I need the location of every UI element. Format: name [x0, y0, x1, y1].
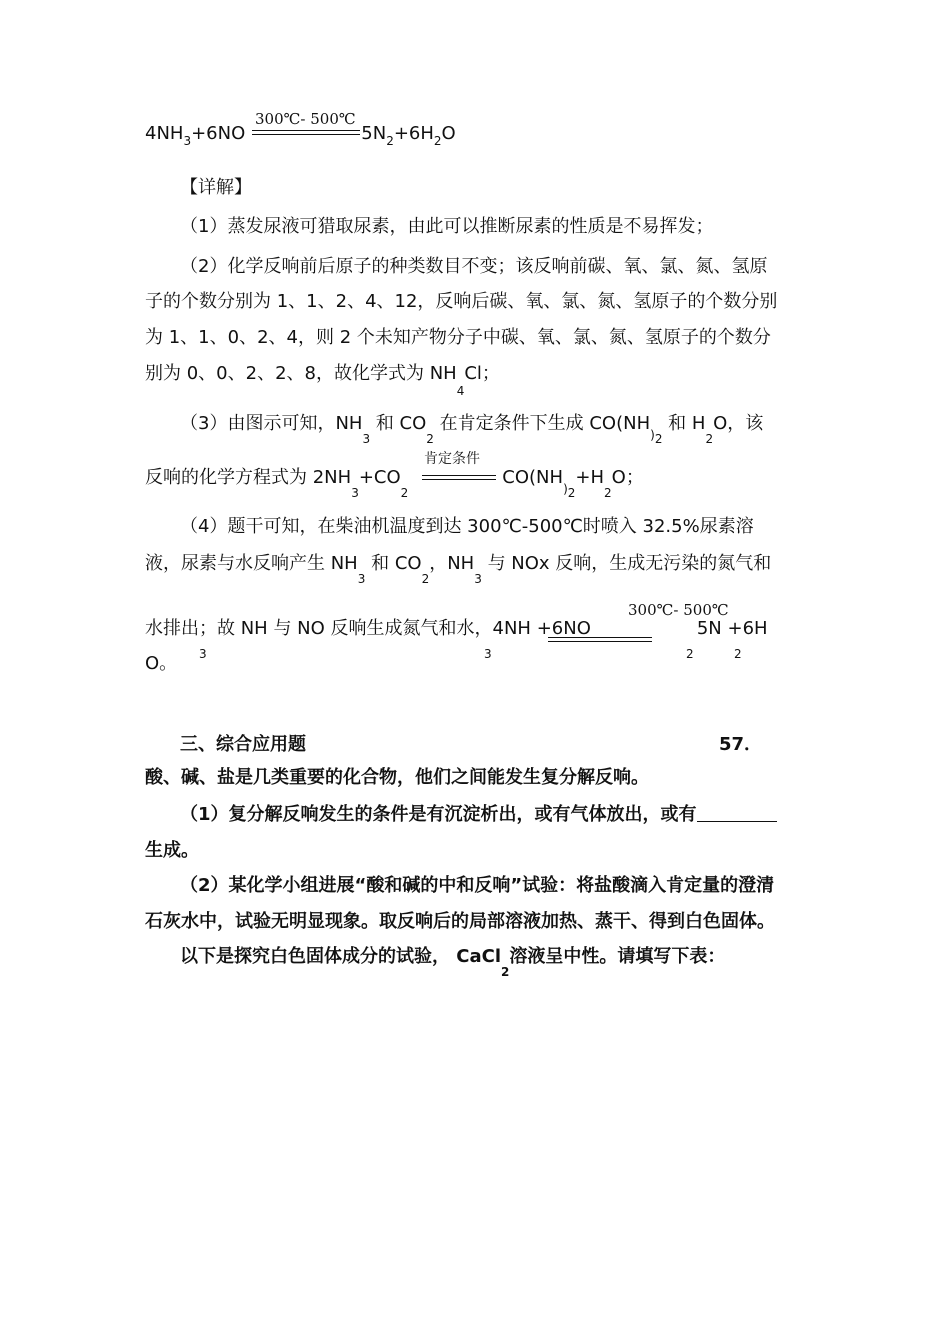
answer-blank[interactable] [697, 803, 777, 822]
subscript-3b: 3 [484, 647, 492, 661]
question-2-line-2: 石灰水中，试验无明显现象。取反响后的局部溶液加热、蒸干、得到白色固体。 [145, 911, 775, 932]
paragraph-3-line-2: 反响的化学方程式为 $2NH_3+CO_2CO(NH_{)2}+H_2O$； [145, 467, 644, 500]
question-3: 以下是探究白色固体成分的试验， CaCl$_2$溶液呈中性。请填写下表： [180, 946, 726, 979]
question-2-line-1: （2）某化学小组进展“酸和碱的中和反响”试验：将盐酸滴入肯定量的澄清 [180, 875, 775, 896]
subscript-2a: 2 [686, 647, 694, 661]
subscript-2b: 2 [734, 647, 742, 661]
reaction-condition-3: 300℃- 500℃ [628, 601, 729, 619]
question-number: 57． [719, 734, 763, 755]
subscript-3a: 3 [199, 647, 207, 661]
paragraph-3-line-1: （3）由图示可知，$NH_3$ 和 $CO_2$ 在肯定条件下生成 $CO(NH_{)2}$ 和 $H_2O$，该 [180, 413, 764, 446]
section-title: 三、综合应用题 [180, 734, 306, 755]
paragraph-4-line-1: （4）题干可知，在柴油机温度到达 300℃-500℃时喷入 32.5%尿素溶 [180, 516, 754, 537]
paragraph-4-line-4: O。 [145, 653, 178, 674]
paragraph-4-line-3: 水排出；故 NH 与 NO 反响生成氮气和水，4NH +6NO 5N +6H [145, 618, 768, 639]
paragraph-4-line-2: 液，尿素与水反响产生 $NH_3$ 和 $CO_2$，$NH_3$ 与 NOx 反响，生成无污染的氮气和 [145, 553, 772, 586]
paragraph-1: （1）蒸发尿液可猎取尿素，由此可以推断尿素的性质是不易挥发； [180, 216, 714, 237]
reaction-condition-2: 肯定条件 [424, 451, 480, 467]
reaction-condition: 300℃- 500℃ [255, 110, 356, 128]
equation-top: $4NH_3+6NO$ $5N_2+6H_2O$ [145, 123, 456, 148]
paragraph-2-line-3: 为 1、1、0、2、4，则 2 个未知产物分子中碳、氧、氯、氮、氢原子的个数分 [145, 327, 771, 348]
question-intro: 酸、碱、盐是几类重要的化合物，他们之间能发生复分解反响。 [145, 767, 649, 788]
question-1-cont: 生成。 [145, 840, 199, 861]
paragraph-2-line-4: 别为 0、0、2、2、8，故化学式为 $NH_4Cl$； [145, 363, 500, 398]
paragraph-2-line-1: （2）化学反响前后原子的种类数目不变；该反响前碳、氧、氯、氮、氢原 [180, 256, 768, 277]
paragraph-2-line-2: 子的个数分别为 1、1、2、4、12，反响后碳、氧、氯、氮、氢原子的个数分别 [145, 291, 778, 312]
section-heading-detail: 【详解】 [180, 177, 252, 198]
question-1: （1）复分解反响发生的条件是有沉淀析出，或有气体放出，或有 [180, 803, 777, 827]
